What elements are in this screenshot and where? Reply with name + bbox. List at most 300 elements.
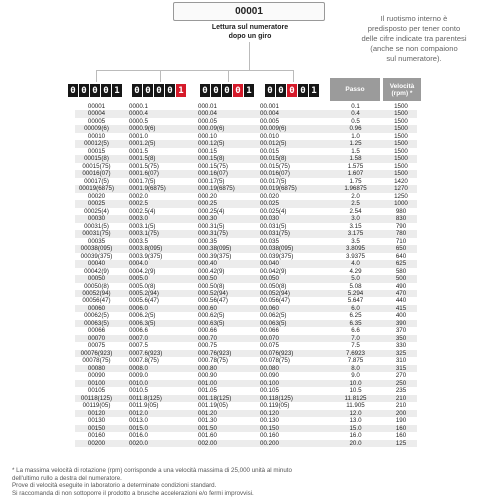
table-cell: 210 — [395, 402, 407, 410]
table-row — [0, 200, 500, 207]
table-cell: 00070 — [87, 334, 106, 342]
counter-digit: 1 — [112, 84, 122, 97]
table-cell: 00.025(4) — [260, 207, 287, 215]
table-cell: 1.25 — [349, 140, 362, 148]
table-cell: 00015(8) — [84, 155, 109, 163]
table-row — [0, 163, 500, 170]
table-cell: 00.200 — [260, 439, 279, 447]
table-cell: 000.17(5) — [198, 177, 225, 185]
table-cell: 3.0 — [351, 215, 360, 223]
table-row — [0, 268, 500, 275]
table-cell: 000.04 — [198, 110, 217, 118]
table-cell: 00.016(07) — [260, 170, 290, 178]
table-cell: 00010 — [87, 132, 106, 140]
table-cell: 00038(095) — [80, 245, 113, 253]
table-cell: 0003.1(5) — [129, 222, 156, 230]
table-row — [0, 417, 500, 424]
table-cell: 415 — [395, 304, 407, 312]
table-row — [0, 148, 500, 155]
table-cell: 0010.0 — [129, 379, 148, 387]
table-cell: 00120 — [87, 409, 106, 417]
table-cell: 00.040 — [260, 260, 279, 268]
table-cell: 1500 — [394, 140, 408, 148]
table-cell: 000.15(8) — [198, 155, 225, 163]
table-cell: 0005.0(8) — [129, 282, 156, 290]
table-cell: 650 — [395, 245, 407, 253]
table-cell: 00.015(8) — [260, 155, 287, 163]
table-cell: 00.066 — [260, 327, 279, 335]
table-cell: 1500 — [394, 125, 408, 133]
table-cell: 00031(75) — [82, 230, 111, 238]
table-cell: 980 — [395, 207, 407, 215]
table-row — [0, 387, 500, 394]
table-cell: 00009(6) — [84, 125, 109, 133]
counter-digit: 0 — [132, 84, 142, 97]
table-cell: 6.0 — [351, 304, 360, 312]
table-cell: 9.0 — [351, 372, 360, 380]
table-row — [0, 320, 500, 327]
table-cell: 0001.5(75) — [129, 162, 159, 170]
connector-line — [96, 70, 293, 71]
table-cell: 001.00 — [198, 379, 217, 387]
table-cell: 325 — [395, 349, 407, 357]
table-cell: 0003.8(095) — [129, 245, 163, 253]
table-cell: 00200 — [87, 439, 106, 447]
table-cell: 00.056(47) — [260, 297, 290, 305]
table-row — [0, 410, 500, 417]
footnote-line: Si raccomanda di non sottoporre il prodotto a brusche accelerazioni e/o fermi improvvisi. — [12, 489, 254, 497]
table-cell: 0001.5(8) — [129, 155, 156, 163]
counter-digit: 1 — [309, 84, 319, 97]
table-row — [0, 357, 500, 364]
table-cell: 00050 — [87, 275, 106, 283]
table-cell: 000.16(07) — [198, 170, 228, 178]
table-cell: 580 — [395, 267, 407, 275]
table-cell: 00130 — [87, 417, 106, 425]
table-cell: 00.050(8) — [260, 282, 287, 290]
table-cell: 00.025 — [260, 200, 279, 208]
connector-line — [249, 42, 250, 70]
table-cell: 0004.0 — [129, 260, 148, 268]
counter-digit: 0 — [298, 84, 308, 97]
table-row — [0, 110, 500, 117]
table-row — [0, 350, 500, 357]
counter-digit: 0 — [276, 84, 286, 97]
table-cell: 6.35 — [349, 319, 362, 327]
table-row — [0, 245, 500, 252]
table-cell: 00016(07) — [82, 170, 111, 178]
table-cell: 000.09(6) — [198, 125, 225, 133]
table-cell: 00.035 — [260, 237, 279, 245]
table-cell: 0003.0 — [129, 215, 148, 223]
table-cell: 000.76(923) — [198, 349, 232, 357]
table-cell: 0.5 — [351, 117, 360, 125]
table-row — [0, 253, 500, 260]
table-cell: 00.042(9) — [260, 267, 287, 275]
table-cell: 125 — [395, 439, 407, 447]
table-cell: 001.20 — [198, 409, 217, 417]
table-cell: 00.005 — [260, 117, 279, 125]
table-cell: 00150 — [87, 424, 106, 432]
table-cell: 0007.8(75) — [129, 357, 159, 365]
counter-digit: 0 — [265, 84, 275, 97]
table-cell: 00.118(125) — [260, 394, 293, 402]
table-row — [0, 290, 500, 297]
footnote-line: * La massima velocità di rotazione (rpm) corrisponde a una velocità massima di 25,000 unità al minuto — [12, 467, 292, 474]
column-header-passo-label: Passo — [345, 86, 365, 93]
table-cell: 3.15 — [349, 222, 362, 230]
table-cell: 000.01 — [198, 103, 217, 110]
counter-digit: 0 — [154, 84, 164, 97]
table-cell: 0004.2(9) — [129, 267, 156, 275]
table-cell: 00.015(75) — [260, 162, 290, 170]
table-cell: 00078(75) — [82, 357, 111, 365]
counter-digit: 0 — [211, 84, 221, 97]
connector-line — [160, 70, 161, 82]
table-cell: 640 — [395, 252, 407, 260]
table-cell: 000.30 — [198, 215, 217, 223]
table-row — [0, 118, 500, 125]
table-row — [0, 155, 500, 162]
table-row — [0, 140, 500, 147]
table-cell: 0013.0 — [129, 417, 148, 425]
subtitle-line-2: dopo un giro — [228, 33, 272, 40]
table-cell: 00076(923) — [80, 349, 113, 357]
table-cell: 000.40 — [198, 260, 217, 268]
table-cell: 00001 — [87, 103, 106, 110]
table-cell: 001.60 — [198, 432, 217, 440]
table-cell: 00.010 — [260, 132, 279, 140]
table-cell: 00025(4) — [84, 207, 109, 215]
table-cell: 1.5 — [351, 147, 360, 155]
table-cell: 7.5 — [351, 342, 360, 350]
internal-gearing-note — [333, 14, 495, 64]
table-cell: 00052(94) — [82, 290, 111, 297]
table-cell: 00.063(5) — [260, 319, 287, 327]
table-cell: 1500 — [394, 170, 408, 178]
table-cell: 10.0 — [349, 379, 362, 387]
table-row — [0, 103, 500, 110]
table-cell: 00119(05) — [82, 402, 111, 410]
counter-digit: 0 — [68, 84, 78, 97]
note-line: predisposto per tener conto — [367, 24, 461, 33]
table-cell: 3.175 — [347, 230, 364, 238]
table-cell: 000.15(75) — [198, 162, 228, 170]
table-cell: 00.019(6875) — [260, 185, 297, 193]
table-cell: 000.15 — [198, 147, 217, 155]
table-cell: 0003.9(375) — [129, 252, 163, 260]
table-cell: 0007.6(923) — [129, 349, 163, 357]
counter-digit: 0 — [101, 84, 111, 97]
table-cell: 00.080 — [260, 364, 279, 372]
table-cell: 250 — [395, 379, 407, 387]
table-cell: 00005 — [87, 117, 106, 125]
table-cell: 3.5 — [351, 237, 360, 245]
table-cell: 000.05 — [198, 117, 217, 125]
table-row — [0, 365, 500, 372]
table-row — [0, 402, 500, 409]
table-row — [0, 193, 500, 200]
table-cell: 490 — [395, 282, 407, 290]
table-cell: 0001.0 — [129, 132, 148, 140]
table-cell: 1.75 — [349, 177, 362, 185]
table-cell: 1.575 — [347, 162, 364, 170]
table-cell: 000.42(9) — [198, 267, 225, 275]
table-row — [0, 395, 500, 402]
table-cell: 440 — [395, 297, 407, 305]
table-cell: 00056(47) — [82, 297, 111, 305]
table-cell: 00.062(5) — [260, 312, 287, 320]
table-cell: 00.075 — [260, 342, 279, 350]
table-cell: 000.70 — [198, 334, 217, 342]
table-cell: 00020 — [87, 192, 106, 200]
counter-digit: 1 — [244, 84, 254, 97]
table-cell: 00063(5) — [84, 319, 109, 327]
table-cell: 000.50(8) — [198, 282, 225, 290]
table-cell: 00.012(5) — [260, 140, 287, 148]
table-cell: 000.38(095) — [198, 245, 232, 253]
note-line: (anche se non compaiono — [370, 44, 458, 53]
table-cell: 13.0 — [349, 417, 362, 425]
table-cell: 1000 — [394, 200, 408, 208]
table-row — [0, 208, 500, 215]
table-cell: 7.875 — [347, 357, 364, 365]
table-cell: 4.29 — [349, 267, 362, 275]
table-cell: 00.160 — [260, 432, 279, 440]
table-cell: 00.031(75) — [260, 230, 290, 238]
table-cell: 00031(5) — [84, 222, 109, 230]
table-cell: 780 — [395, 230, 407, 238]
footnote-line: Prove di velocità eseguite in laboratorio a determinate condizioni standard. — [12, 482, 217, 490]
table-cell: 5.647 — [347, 297, 364, 305]
table-cell: 0.1 — [351, 103, 360, 110]
table-cell: 00015 — [87, 147, 106, 155]
table-cell: 00090 — [87, 372, 106, 380]
subtitle — [150, 23, 350, 41]
counter-display — [265, 84, 320, 97]
table-cell: 0005.2(94) — [129, 290, 159, 297]
table-cell: 3.8095 — [346, 245, 365, 253]
table-cell: 470 — [395, 290, 407, 297]
table-cell: 00.004 — [260, 110, 279, 118]
table-cell: 0006.6 — [129, 327, 148, 335]
table-cell: 20.0 — [349, 439, 362, 447]
table-cell: 00004 — [87, 110, 106, 118]
table-cell: 00.070 — [260, 334, 279, 342]
table-cell: 0006.3(5) — [129, 319, 156, 327]
table-row — [0, 283, 500, 290]
table-cell: 00.130 — [260, 417, 279, 425]
table-cell: 0001.2(5) — [129, 140, 156, 148]
table-cell: 00.076(923) — [260, 349, 294, 357]
table-cell: 0000.1 — [129, 103, 148, 110]
table-cell: 000.20 — [198, 192, 217, 200]
table-cell: 00118(125) — [80, 394, 113, 402]
table-cell: 0000.4 — [129, 110, 148, 118]
table-cell: 0016.0 — [129, 432, 148, 440]
decimal-digit: 0 — [233, 84, 243, 97]
table-row — [0, 432, 500, 439]
table-cell: 0002.5(4) — [129, 207, 156, 215]
table-cell: 8.0 — [351, 364, 360, 372]
table-cell: 0006.2(5) — [129, 312, 156, 320]
table-cell: 4.0 — [351, 260, 360, 268]
table-cell: 000.10 — [198, 132, 217, 140]
counter-display — [68, 84, 123, 97]
table-cell: 00025 — [87, 200, 106, 208]
table-cell: 11.905 — [346, 402, 365, 410]
table-cell: 00066 — [87, 327, 106, 335]
table-cell: 12.0 — [349, 409, 362, 417]
table-cell: 00.001 — [260, 103, 279, 110]
counter-digit: 0 — [165, 84, 175, 97]
table-row — [0, 372, 500, 379]
table-cell: 160 — [395, 424, 407, 432]
note-line: Il ruotismo interno è — [380, 14, 448, 23]
footnote-line: dell'ultimo rullo a destra del numeratore. — [12, 474, 122, 482]
table-cell: 5.0 — [351, 275, 360, 283]
table-cell: 500 — [395, 275, 407, 283]
table-row — [0, 178, 500, 185]
counter-display — [200, 84, 255, 97]
table-cell: 1500 — [394, 110, 408, 118]
table-cell: 2.5 — [351, 200, 360, 208]
column-header-velocita — [383, 78, 421, 101]
table-cell: 200 — [395, 409, 407, 417]
table-cell: 0008.0 — [129, 364, 148, 372]
table-cell: 0003.5 — [129, 237, 148, 245]
table-row — [0, 230, 500, 237]
table-cell: 400 — [395, 312, 407, 320]
table-cell: 000.25(4) — [198, 207, 225, 215]
table-cell: 15.0 — [349, 424, 362, 432]
table-cell: 5.294 — [347, 290, 364, 297]
table-cell: 000.63(5) — [198, 319, 225, 327]
counter-digit: 0 — [222, 84, 232, 97]
table-cell: 001.19(05) — [198, 402, 228, 410]
table-cell: 00042(9) — [84, 267, 109, 275]
table-cell: 00035 — [87, 237, 106, 245]
counter-display — [132, 84, 187, 97]
counter-digit: 0 — [143, 84, 153, 97]
table-cell: 0020.0 — [129, 439, 148, 447]
table-row — [0, 275, 500, 282]
table-cell: 00019(6875) — [78, 185, 115, 193]
table-cell: 6.6 — [351, 327, 360, 335]
table-cell: 270 — [395, 372, 407, 380]
table-cell: 1500 — [394, 117, 408, 125]
table-cell: 7.0 — [351, 334, 360, 342]
table-cell: 00.017(5) — [260, 177, 287, 185]
counter-digit: 0 — [90, 84, 100, 97]
connector-line — [293, 70, 294, 82]
table-cell: 160 — [395, 432, 407, 440]
table-row — [0, 312, 500, 319]
table-row — [0, 297, 500, 304]
table-cell: 000.31(75) — [198, 230, 228, 238]
table-cell: 1500 — [394, 162, 408, 170]
table-cell: 000.52(94) — [198, 290, 228, 297]
table-cell: 00017(5) — [84, 177, 109, 185]
counter-digit: 0 — [79, 84, 89, 97]
table-cell: 0001.7(5) — [129, 177, 156, 185]
column-header-passo — [330, 78, 380, 101]
table-cell: 00.052(94) — [260, 290, 290, 297]
table-cell: 190 — [395, 417, 407, 425]
table-cell: 625 — [395, 260, 407, 268]
table-cell: 5.08 — [349, 282, 362, 290]
table-cell: 1500 — [394, 147, 408, 155]
table-cell: 00030 — [87, 215, 106, 223]
table-cell: 310 — [395, 357, 407, 365]
table-cell: 00.150 — [260, 424, 279, 432]
table-cell: 001.05 — [198, 387, 217, 395]
table-cell: 0002.0 — [129, 192, 148, 200]
table-cell: 000.39(375) — [198, 252, 232, 260]
table-row — [0, 133, 500, 140]
table-cell: 830 — [395, 215, 407, 223]
table-cell: 000.50 — [198, 275, 217, 283]
table-cell: 315 — [395, 364, 407, 372]
table-row — [0, 335, 500, 342]
table-cell: 00.015 — [260, 147, 279, 155]
table-cell: 16.0 — [349, 432, 362, 440]
table-cell: 00.100 — [260, 379, 279, 387]
table-cell: 1.58 — [349, 155, 362, 163]
table-cell: 0011.9(05) — [129, 402, 159, 410]
table-cell: 790 — [395, 222, 407, 230]
table-cell: 000.60 — [198, 304, 217, 312]
table-cell: 350 — [395, 334, 407, 342]
table-cell: 00.009(6) — [260, 125, 287, 133]
table-cell: 000.75 — [198, 342, 217, 350]
table-cell: 1.0 — [351, 132, 360, 140]
table-cell: 2.0 — [351, 192, 360, 200]
column-header-velocita-unit: (rpm) * — [391, 89, 413, 97]
table-cell: 710 — [395, 237, 407, 245]
table-cell: 6.25 — [349, 312, 362, 320]
table-cell: 001.30 — [198, 417, 217, 425]
table-cell: 0007.5 — [129, 342, 148, 350]
table-cell: 0012.0 — [129, 409, 148, 417]
table-cell: 2.54 — [349, 207, 362, 215]
table-cell: 00080 — [87, 364, 106, 372]
table-cell: 00075 — [87, 342, 106, 350]
table-row — [0, 425, 500, 432]
table-cell: 000.78(75) — [198, 357, 228, 365]
table-cell: 0003.1(75) — [129, 230, 159, 238]
table-cell: 1500 — [394, 132, 408, 140]
table-cell: 00.039(375) — [260, 252, 294, 260]
table-cell: 0010.5 — [129, 387, 148, 395]
column-header-velocita-label: Velocità — [389, 82, 415, 90]
table-row — [0, 305, 500, 312]
table-cell: 1250 — [394, 192, 408, 200]
table-cell: 0007.0 — [129, 334, 148, 342]
table-cell: 0015.0 — [129, 424, 148, 432]
table-cell: 1270 — [394, 185, 408, 193]
table-cell: 0005.6(47) — [129, 297, 159, 305]
table-cell: 370 — [395, 327, 407, 335]
table-cell: 000.31(5) — [198, 222, 225, 230]
table-cell: 00105 — [87, 387, 106, 395]
table-row — [0, 223, 500, 230]
decimal-digit: 1 — [176, 84, 186, 97]
table-row — [0, 342, 500, 349]
note-line: sul numeratore). — [386, 54, 442, 63]
table-cell: 000.56(47) — [198, 297, 228, 305]
table-cell: 00.031(5) — [260, 222, 287, 230]
